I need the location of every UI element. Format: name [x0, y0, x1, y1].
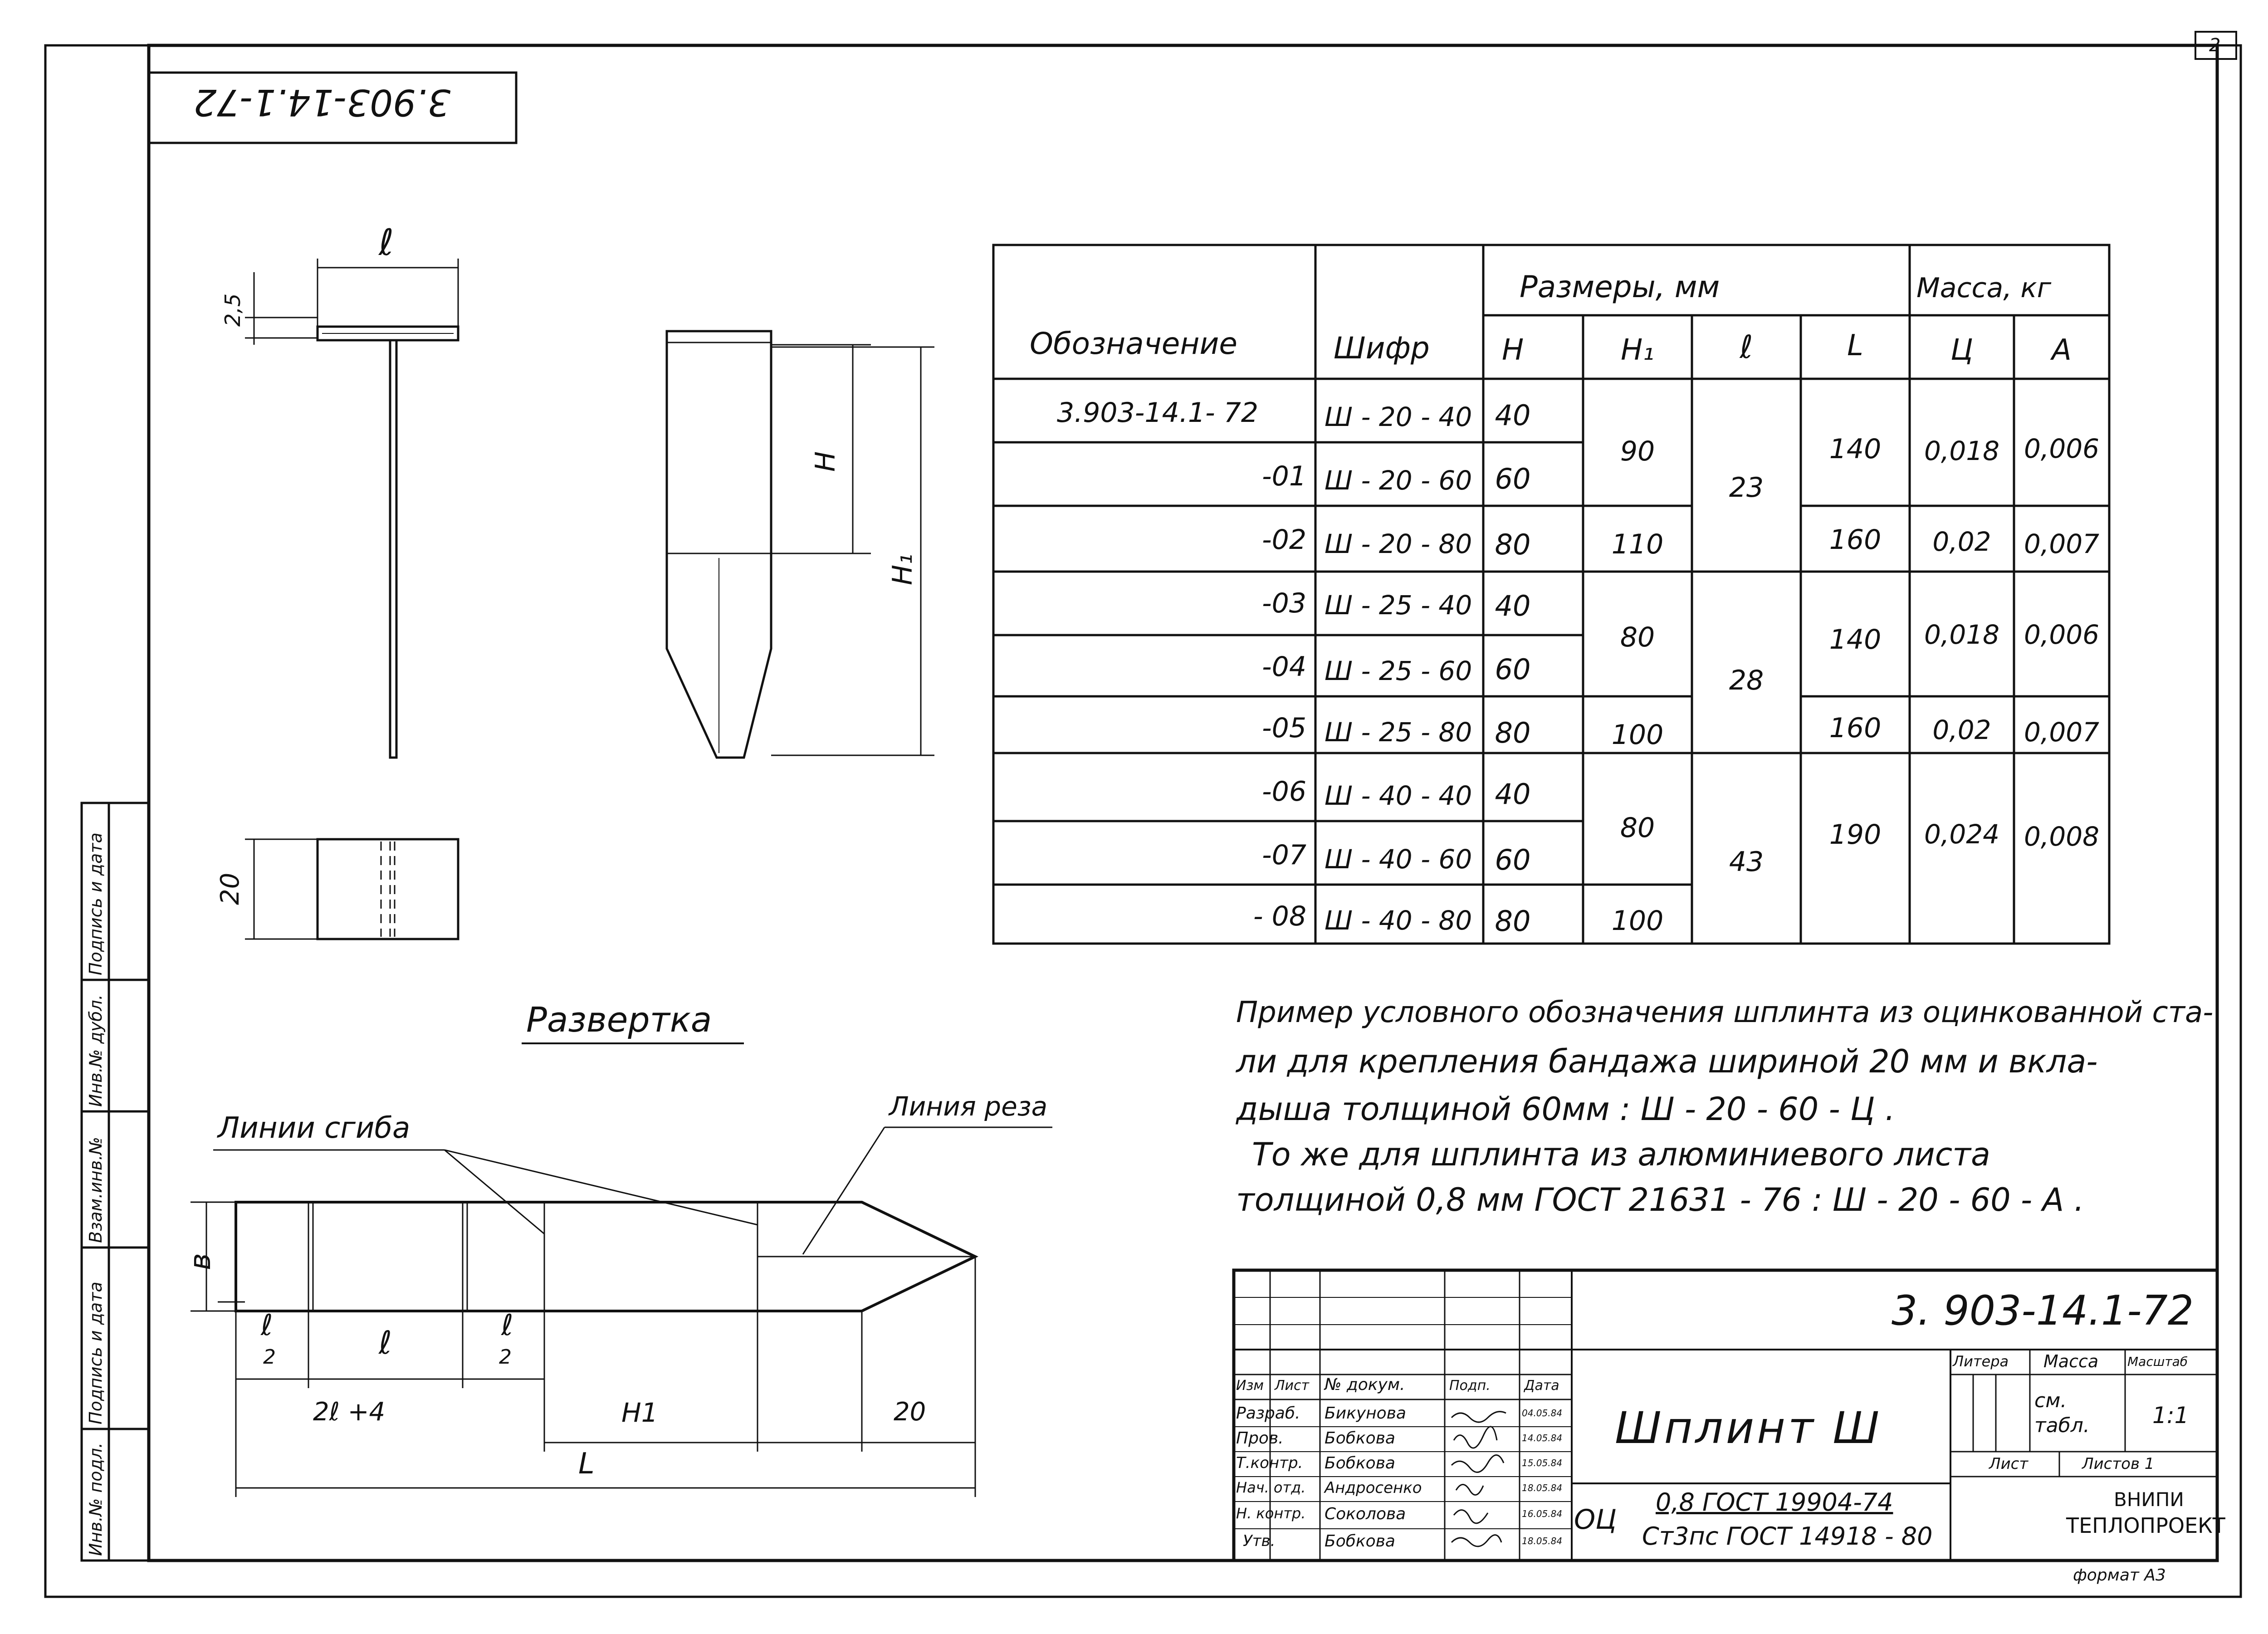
row-H-5: 80	[1495, 716, 1531, 749]
tb-date-5: 18.05.84	[1522, 1536, 1563, 1546]
tb-masshtab-label: Масштаб	[2127, 1354, 2188, 1369]
g1-l: 23	[1729, 472, 1764, 504]
dim-side-H1: H₁	[887, 553, 919, 585]
row-shifr-1: Ш - 20 - 60	[1325, 465, 1472, 496]
dim-L: L	[578, 1447, 595, 1481]
note-line-4: То же для шплинта из алюминиевого листа	[1252, 1136, 1990, 1173]
dim-l-half-a: ℓ	[261, 1309, 273, 1342]
g1-H1b: 110	[1611, 528, 1664, 560]
th-A: А	[2052, 333, 2072, 367]
tb-role-4: Н. контр.	[1236, 1505, 1306, 1522]
dim-20: 20	[894, 1397, 926, 1427]
tb-role-1: Пров.	[1236, 1429, 1284, 1448]
g3-l: 43	[1729, 846, 1764, 878]
th-oboznachenie: Обозначение	[1030, 326, 1237, 361]
sheet-number: 2	[2209, 35, 2221, 56]
title-name: Шплинт Ш	[1615, 1403, 1882, 1453]
tb-listov-label: Листов 1	[2082, 1455, 2155, 1473]
tb-role-5: Утв.	[1243, 1532, 1276, 1550]
th-H1: H₁	[1621, 333, 1654, 367]
g1-Aa: 0,006	[2024, 433, 2100, 464]
row-shifr-5: Ш - 25 - 80	[1325, 717, 1472, 748]
g2-Cb: 0,02	[1932, 714, 1991, 745]
tb-date-1: 14.05.84	[1522, 1433, 1563, 1443]
g3-H1a: 80	[1620, 812, 1655, 844]
th-H: H	[1501, 333, 1524, 367]
g1-H1a: 90	[1620, 435, 1655, 467]
dim-l-half-a-den: 2	[263, 1345, 276, 1369]
material-prefix: ОЦ	[1574, 1504, 1617, 1536]
th-C: Ц	[1950, 333, 1973, 367]
row-oboz-2: -02	[1262, 524, 1306, 556]
row-oboz-6: -06	[1262, 776, 1306, 807]
dim-top-l: ℓ	[379, 221, 394, 264]
tb-hdr-sign: Подп.	[1449, 1378, 1491, 1394]
note-line-2: ли для крепления бандажа шириной 20 мм и вкла-	[1236, 1043, 2098, 1080]
note-line-1: Пример условного обозначения шплинта из оцинкованной ста-	[1236, 996, 2214, 1029]
tb-hdr-doc: № докум.	[1325, 1375, 1405, 1394]
row-H-1: 60	[1495, 462, 1531, 495]
g2-La: 140	[1829, 624, 1882, 656]
row-shifr-3: Ш - 25 - 40	[1325, 590, 1472, 621]
tb-date-4: 16.05.84	[1522, 1508, 1563, 1519]
row-oboz-8: - 08	[1253, 900, 1306, 932]
strip-label-replace-inv: Взам.инв.№	[86, 1137, 106, 1243]
g3-H1b: 100	[1611, 905, 1664, 937]
format-label: формат А3	[2073, 1566, 2166, 1585]
row-H-0: 40	[1495, 399, 1531, 432]
dim-2l-plus-4: 2ℓ +4	[313, 1397, 386, 1427]
row-H-2: 80	[1495, 528, 1531, 561]
dim-l-half-b-den: 2	[499, 1345, 512, 1369]
row-H-3: 40	[1495, 589, 1531, 622]
tb-name-3: Андросенко	[1325, 1479, 1422, 1497]
strip-label-dup-inv: Инв.№ дубл.	[86, 994, 106, 1107]
g3-L: 190	[1829, 819, 1882, 851]
row-H-7: 60	[1495, 843, 1531, 876]
g1-Ca: 0,018	[1924, 435, 2000, 466]
dim-H1: H1	[621, 1397, 658, 1428]
row-shifr-8: Ш - 40 - 80	[1325, 905, 1472, 936]
tb-name-5: Бобкова	[1325, 1532, 1395, 1551]
g2-l: 28	[1729, 665, 1764, 696]
fold-lines-label: Линии сгиба	[218, 1111, 411, 1145]
g3-A: 0,008	[2024, 821, 2100, 852]
g2-Ab: 0,007	[2024, 717, 2100, 748]
tb-massa-label: Масса	[2043, 1351, 2099, 1371]
dim-top-25: 2,5	[220, 293, 245, 327]
g3-C: 0,024	[1924, 819, 2000, 850]
g2-Ca: 0,018	[1924, 619, 2000, 650]
cut-line-label: Линия реза	[889, 1091, 1048, 1122]
g2-Aa: 0,006	[2024, 619, 2100, 650]
th-l: ℓ	[1740, 328, 1753, 366]
row-oboz-0: 3.903-14.1- 72	[1057, 397, 1259, 429]
row-H-6: 40	[1495, 778, 1531, 811]
note-line-5: толщиной 0,8 мм ГОСТ 21631 - 76 : Ш - 20 - 60 - А .	[1236, 1181, 2084, 1218]
tb-role-2: Т.контр.	[1236, 1454, 1303, 1472]
dim-b: в	[184, 1253, 217, 1270]
g2-H1b: 100	[1611, 719, 1664, 751]
tb-org-2: ТЕПЛОПРОЕКТ	[2066, 1513, 2225, 1538]
strip-label-orig-inv: Инв.№ подл.	[86, 1442, 106, 1556]
tb-date-2: 15.05.84	[1522, 1458, 1563, 1468]
tb-role-3: Нач. отд.	[1236, 1479, 1306, 1496]
row-oboz-4: -04	[1262, 651, 1306, 683]
title-doc-code: 3. 903-14.1-72	[1892, 1287, 2194, 1335]
row-oboz-1: -01	[1262, 460, 1306, 492]
material-bottom: Ст3пс ГОСТ 14918 - 80	[1642, 1522, 1933, 1551]
tb-org-1: ВНИПИ	[2114, 1488, 2184, 1511]
tb-hdr-izm: Изм	[1236, 1378, 1264, 1394]
row-shifr-2: Ш - 20 - 80	[1325, 528, 1472, 559]
strip-label-sign-date-1: Подпись и дата	[86, 832, 106, 975]
row-oboz-7: -07	[1262, 839, 1306, 871]
note-line-3: дыша толщиной 60мм : Ш - 20 - 60 - Ц .	[1236, 1091, 1895, 1128]
tb-name-2: Бобкова	[1325, 1454, 1395, 1473]
g1-La: 140	[1829, 433, 1882, 465]
rotated-stamp-code: 3.903-14.1-72	[193, 81, 451, 123]
row-shifr-6: Ш - 40 - 40	[1325, 780, 1472, 811]
tb-name-1: Бобкова	[1325, 1429, 1395, 1448]
tb-list-label: Лист	[1989, 1455, 2028, 1473]
th-razmery: Размеры, мм	[1520, 269, 1720, 304]
tb-role-0: Разраб.	[1236, 1404, 1300, 1423]
dim-bottom-20: 20	[215, 872, 245, 905]
tb-massa-value: см. табл.	[2034, 1389, 2090, 1437]
razvertka-title: Развертка	[526, 999, 712, 1040]
dim-side-H: H	[810, 451, 841, 472]
tb-scale-value: 1:1	[2152, 1402, 2189, 1429]
g1-Lb: 160	[1829, 524, 1882, 556]
row-H-8: 80	[1495, 905, 1531, 938]
tb-name-4: Соколова	[1325, 1505, 1406, 1523]
material-top: 0,8 ГОСТ 19904-74	[1656, 1488, 1893, 1517]
strip-label-sign-date-2: Подпись и дата	[86, 1282, 106, 1424]
th-shifr: Шифр	[1334, 331, 1430, 366]
row-shifr-4: Ш - 25 - 60	[1325, 656, 1472, 686]
row-oboz-3: -03	[1262, 587, 1306, 619]
row-shifr-7: Ш - 40 - 60	[1325, 844, 1472, 875]
tb-date-0: 04.05.84	[1522, 1408, 1563, 1419]
tb-hdr-date: Дата	[1524, 1378, 1559, 1394]
row-oboz-5: -05	[1262, 712, 1306, 744]
row-shifr-0: Ш - 20 - 40	[1325, 401, 1472, 432]
tb-hdr-list: Лист	[1275, 1378, 1310, 1394]
g2-H1a: 80	[1620, 621, 1655, 653]
dim-l-half-b: ℓ	[501, 1309, 513, 1342]
g1-Cb: 0,02	[1932, 526, 1991, 557]
tb-litera-label: Литера	[1953, 1353, 2009, 1370]
tb-name-0: Бикунова	[1325, 1404, 1406, 1423]
row-H-4: 60	[1495, 653, 1531, 686]
th-L: L	[1847, 329, 1863, 362]
dim-l-mid: ℓ	[379, 1324, 392, 1361]
g1-Ab: 0,007	[2024, 528, 2100, 559]
tb-date-3: 18.05.84	[1522, 1482, 1563, 1493]
th-massa: Масса, кг	[1916, 272, 2052, 304]
g2-Lb: 160	[1829, 712, 1882, 744]
